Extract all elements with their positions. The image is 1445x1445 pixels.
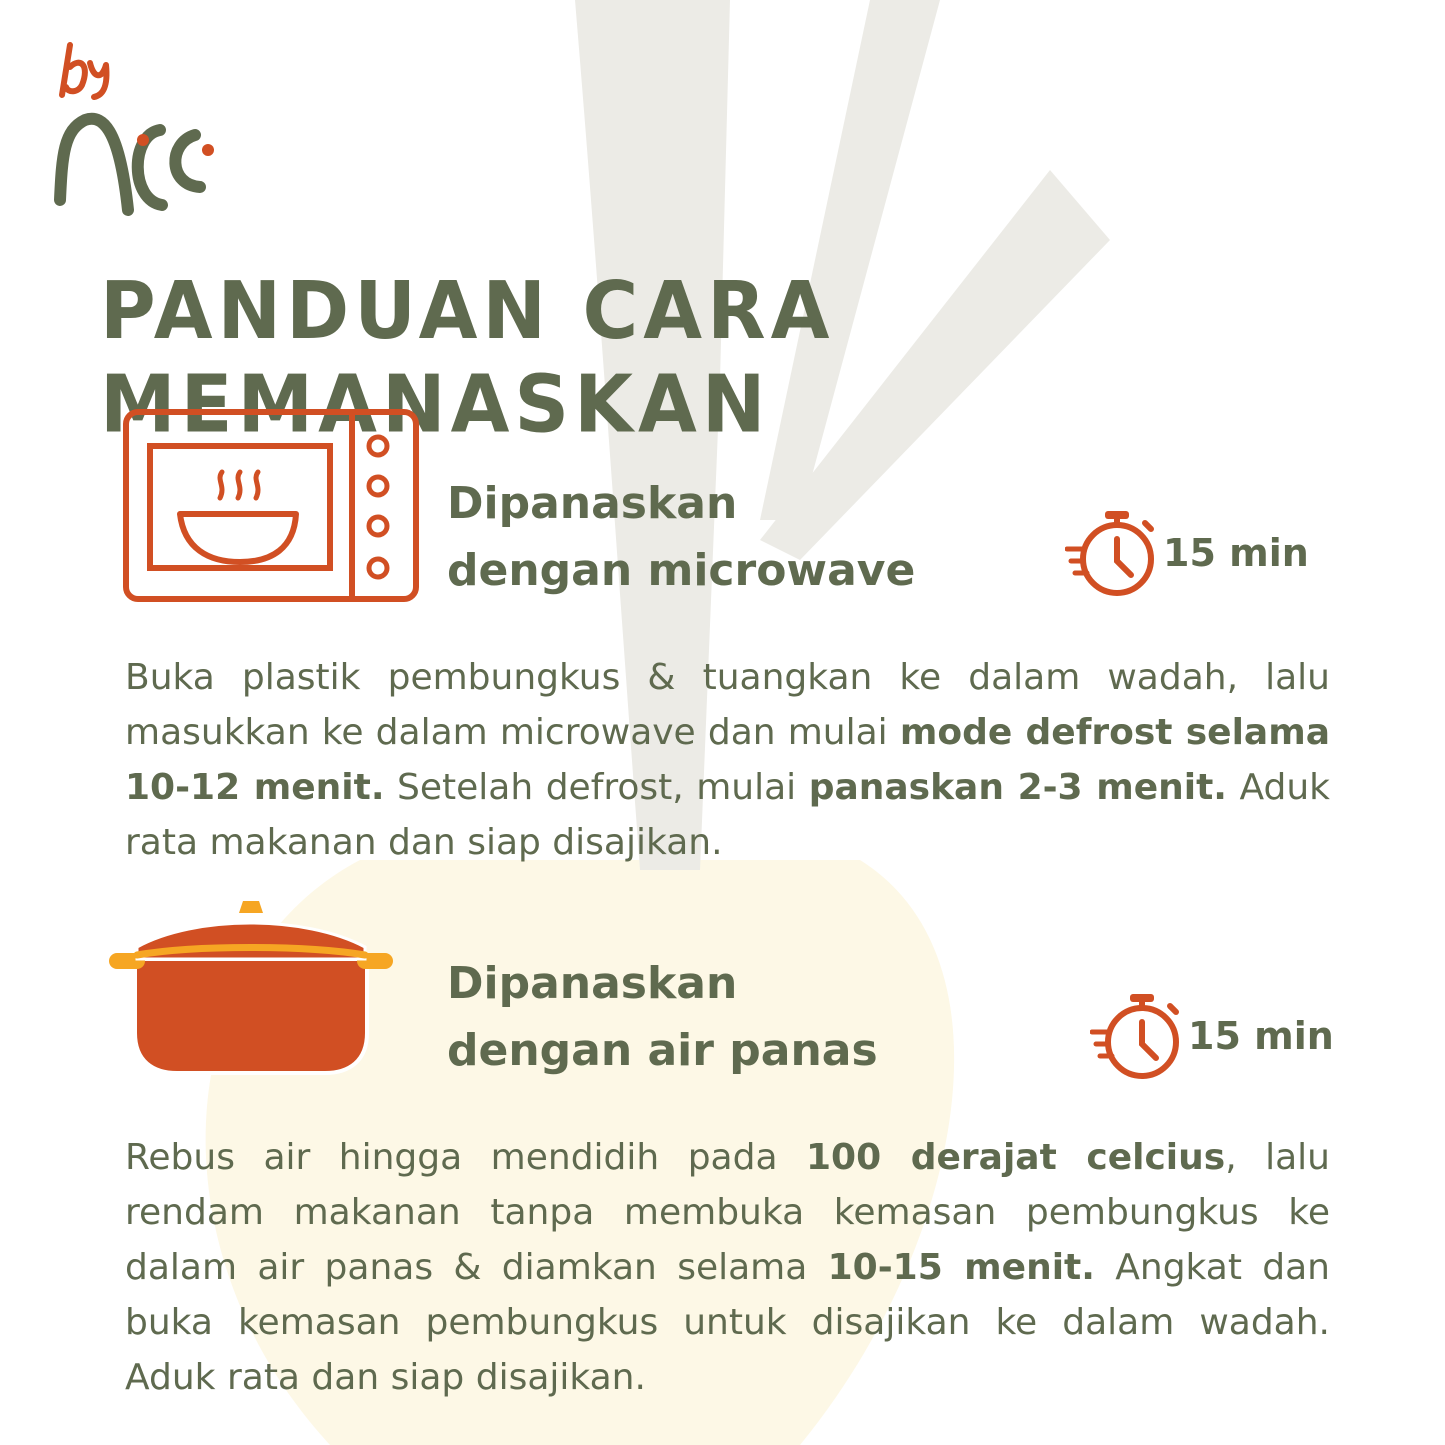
stopwatch-icon <box>1065 505 1157 601</box>
stopwatch-icon <box>1090 988 1182 1084</box>
method-title-pot: Dipanaskan dengan air panas <box>447 958 878 1076</box>
method-title-microwave: Dipanaskan dengan microwave <box>447 478 916 596</box>
timer-pot <box>1090 986 1334 1086</box>
description-microwave: Buka plastik pembungkus & tuangkan ke dalam wadah, lalu masukkan ke dalam microwave dan mulai mode defrost selama 10-12 menit. Setelah defrost, mulai panaskan 2-3 menit. Aduk rata makanan dan siap disajikan. <box>125 657 1331 863</box>
page-title: PANDUAN CARA MEMANASKAN <box>100 263 835 451</box>
timer-microwave <box>1065 503 1309 603</box>
microwave-icon <box>122 408 420 603</box>
by-ncc-logo <box>50 35 230 225</box>
duration-label: 15 min <box>1188 1014 1334 1058</box>
description-pot: Rebus air hingga mendidih pada 100 derajat celcius, lalu rendam makanan tanpa membuka kemasan pembungkus ke dalam air panas & diamkan selama 10-15 menit. Angkat dan buka kemasan pembungkus untuk disajikan ke dalam wadah. Aduk rata dan siap disajikan. <box>125 1137 1330 1398</box>
cooking-pot-icon <box>105 893 397 1078</box>
duration-label: 15 min <box>1163 531 1309 575</box>
